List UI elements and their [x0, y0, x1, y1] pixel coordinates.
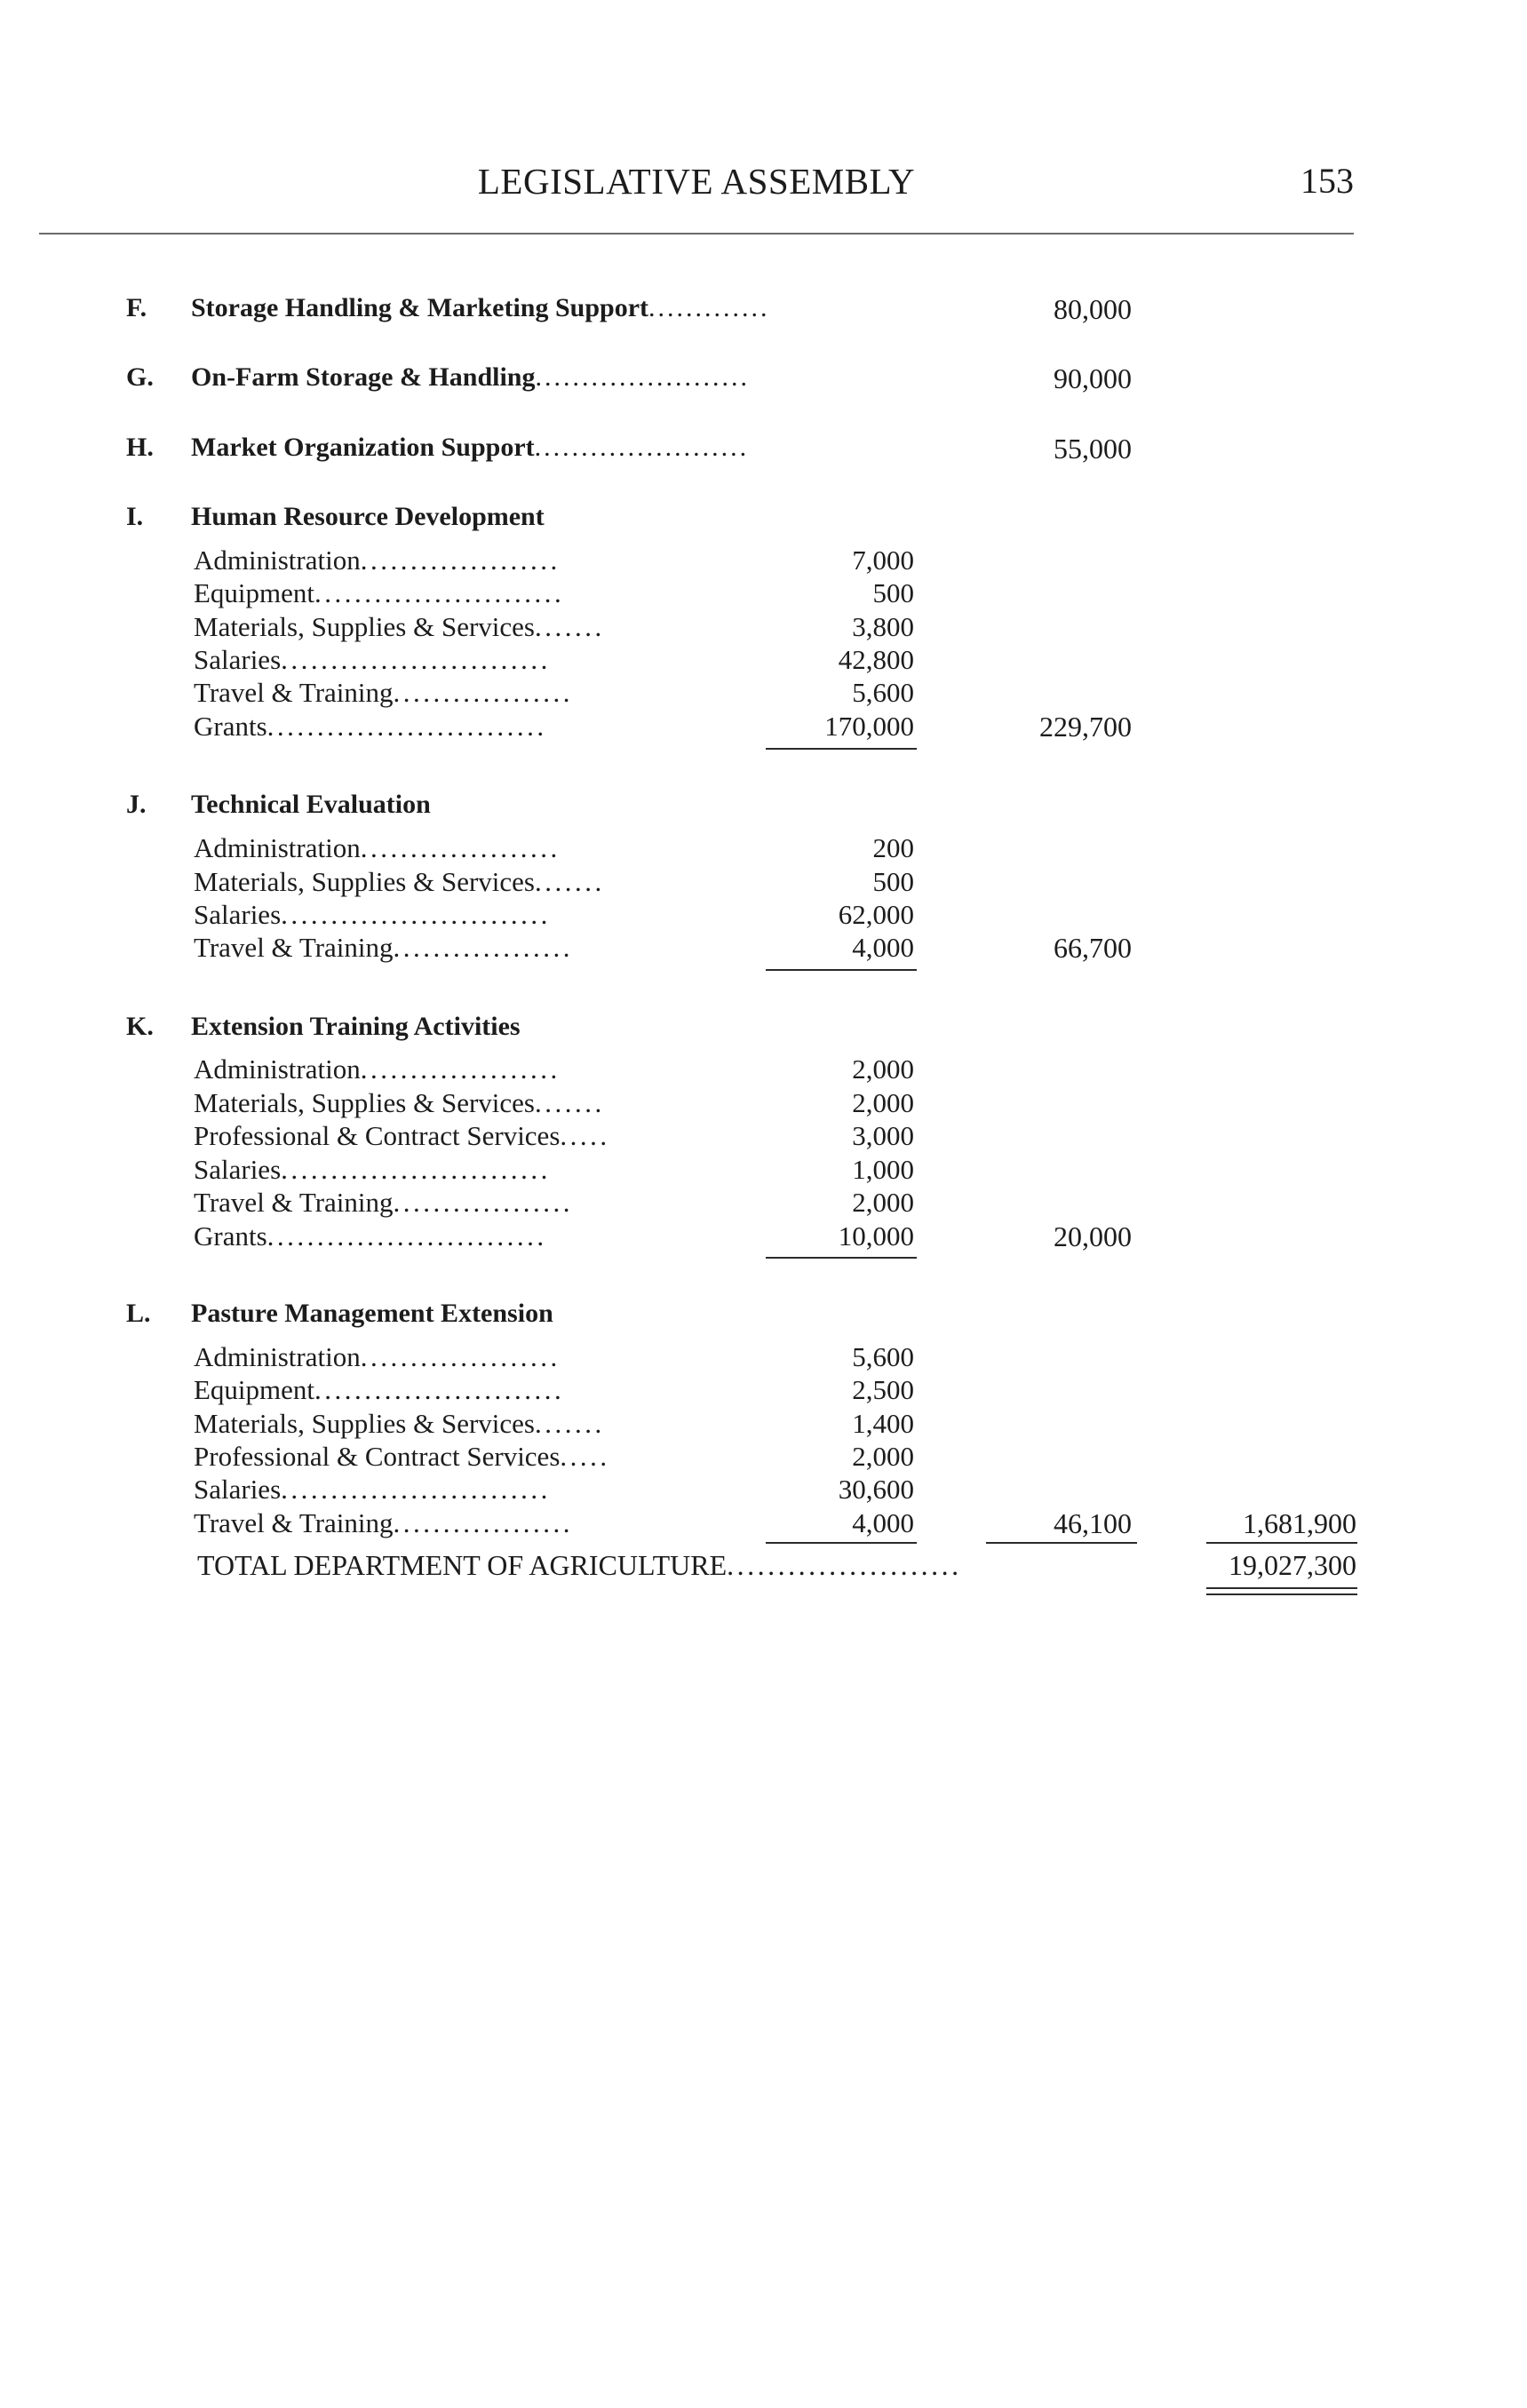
line-item-label: Materials, Supplies & Services.......	[194, 866, 605, 897]
line-item-label: Salaries...........................	[194, 644, 551, 675]
line-item-label: Materials, Supplies & Services.......	[194, 611, 605, 642]
line-item-amount: 2,000	[852, 1187, 914, 1218]
line-item-label: Grants............................	[194, 711, 547, 742]
section-row-h	[0, 433, 1527, 468]
section-label: On-Farm Storage & Handling.......................	[191, 362, 750, 392]
line-item-amount: 7,000	[852, 544, 914, 576]
line-item-amount: 2,000	[852, 1441, 914, 1472]
line-item	[0, 899, 1527, 934]
line-item-label: Travel & Training..................	[194, 1507, 574, 1538]
line-item-amount: 500	[872, 866, 914, 897]
page-title: LEGISLATIVE ASSEMBLY	[477, 161, 916, 202]
section-letter: G.	[126, 362, 154, 392]
line-item-amount: 4,000	[852, 932, 914, 963]
section-amount: 55,000	[1054, 433, 1132, 465]
line-item	[0, 677, 1527, 712]
line-item-amount: 3,000	[852, 1120, 914, 1151]
department-total-amount: 19,027,300	[1229, 1549, 1356, 1581]
line-item-amount: 170,000	[824, 711, 914, 742]
line-item	[0, 611, 1527, 647]
section-letter: J.	[126, 790, 147, 819]
line-item	[0, 1120, 1527, 1156]
department-total-label: TOTAL DEPARTMENT OF AGRICULTURE.......................	[197, 1549, 962, 1581]
header-rule	[39, 233, 1354, 234]
line-item	[0, 1220, 1527, 1256]
section-subtotal: 66,700	[1054, 932, 1132, 964]
line-item-amount: 1,000	[852, 1154, 914, 1185]
line-item-amount: 5,600	[852, 1341, 914, 1372]
section-letter: I.	[126, 502, 144, 531]
column-underline	[766, 1257, 917, 1259]
line-item	[0, 1341, 1527, 1377]
line-item-label: Administration....................	[194, 544, 561, 576]
line-item	[0, 832, 1527, 868]
section-heading-label: Pasture Management Extension	[191, 1299, 553, 1328]
section-letter: H.	[126, 433, 154, 462]
section-heading-j	[0, 790, 1527, 825]
section-letter: K.	[126, 1012, 154, 1041]
line-item-label: Equipment.........................	[194, 1374, 565, 1405]
line-item	[0, 932, 1527, 967]
line-item	[0, 1154, 1527, 1189]
line-item-label: Salaries...........................	[194, 1474, 551, 1505]
page-number: 153	[1300, 161, 1354, 201]
line-item-amount: 2,000	[852, 1087, 914, 1118]
section-heading-k	[0, 1012, 1527, 1047]
column-underline	[766, 748, 917, 750]
double-underline	[1206, 1587, 1357, 1595]
line-item-label: Travel & Training..................	[194, 1187, 574, 1218]
line-item-label: Administration....................	[194, 1053, 561, 1085]
line-item-amount: 3,800	[852, 611, 914, 642]
line-item	[0, 644, 1527, 679]
line-item	[0, 1087, 1527, 1123]
line-item-label: Professional & Contract Services.....	[194, 1120, 610, 1151]
line-item	[0, 1474, 1527, 1509]
line-item-amount: 2,500	[852, 1374, 914, 1405]
line-item-label: Equipment.........................	[194, 577, 565, 608]
line-item	[0, 711, 1527, 746]
section-heading-l	[0, 1299, 1527, 1334]
page-header	[39, 160, 1354, 208]
line-item	[0, 1441, 1527, 1476]
section-letter: L.	[126, 1299, 151, 1328]
line-item	[0, 1374, 1527, 1410]
section-heading-i	[0, 502, 1527, 537]
section-row-g	[0, 362, 1527, 398]
line-item	[0, 1053, 1527, 1089]
section-heading-label: Technical Evaluation	[191, 790, 431, 819]
line-item-amount: 10,000	[838, 1220, 914, 1252]
line-item-label: Salaries...........................	[194, 899, 551, 930]
line-item	[0, 544, 1527, 580]
line-item-amount: 4,000	[852, 1507, 914, 1538]
column-underline	[1206, 1542, 1357, 1544]
line-item	[0, 577, 1527, 613]
line-item	[0, 1187, 1527, 1222]
department-total-row	[0, 1549, 1527, 1585]
section-subtotal: 229,700	[1039, 711, 1132, 743]
line-item-amount: 62,000	[838, 899, 914, 930]
column-underline	[986, 1542, 1137, 1544]
line-item-amount: 42,800	[838, 644, 914, 675]
column-underline	[766, 969, 917, 971]
line-item-amount: 1,400	[852, 1408, 914, 1439]
section-subtotal: 20,000	[1054, 1220, 1132, 1252]
line-item-label: Administration....................	[194, 832, 561, 863]
section-label: Storage Handling & Marketing Support.............	[191, 293, 770, 322]
group-total: 1,681,900	[1243, 1507, 1356, 1539]
line-item-amount: 200	[872, 832, 914, 863]
line-item-label: Salaries...........................	[194, 1154, 551, 1185]
section-amount: 80,000	[1054, 293, 1132, 325]
line-item	[0, 1507, 1527, 1543]
section-amount: 90,000	[1054, 362, 1132, 394]
line-item	[0, 866, 1527, 902]
line-item-label: Grants............................	[194, 1220, 547, 1252]
section-subtotal: 46,100	[1054, 1507, 1132, 1539]
line-item-label: Materials, Supplies & Services.......	[194, 1087, 605, 1118]
line-item-label: Professional & Contract Services.....	[194, 1441, 610, 1472]
line-item-amount: 5,600	[852, 677, 914, 708]
section-row-f	[0, 293, 1527, 329]
line-item-amount: 2,000	[852, 1053, 914, 1085]
column-underline	[766, 1542, 917, 1544]
line-item	[0, 1408, 1527, 1443]
line-item-label: Travel & Training..................	[194, 932, 574, 963]
section-letter: F.	[126, 293, 147, 322]
line-item-amount: 30,600	[838, 1474, 914, 1505]
line-item-amount: 500	[872, 577, 914, 608]
section-heading-label: Extension Training Activities	[191, 1012, 521, 1041]
line-item-label: Administration....................	[194, 1341, 561, 1372]
line-item-label: Travel & Training..................	[194, 677, 574, 708]
line-item-label: Materials, Supplies & Services.......	[194, 1408, 605, 1439]
section-heading-label: Human Resource Development	[191, 502, 545, 531]
section-label: Market Organization Support.......................	[191, 433, 750, 462]
